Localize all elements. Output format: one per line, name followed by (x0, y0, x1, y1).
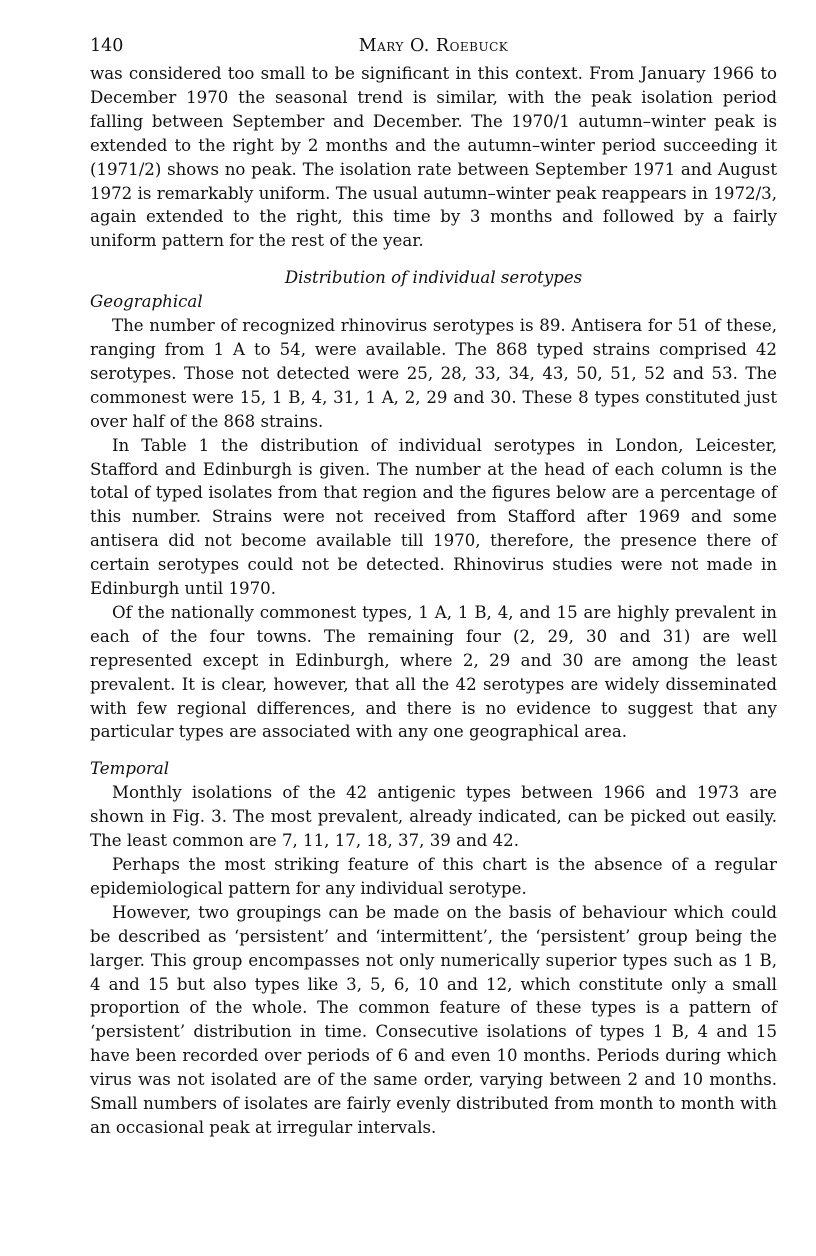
subheading-temporal: Temporal (90, 759, 170, 779)
geographical-paragraph: Of the nationally commonest types, 1 A, 1 B, 4, and 15 are highly prevalent in each of the four towns. The remaining four (2, 29, 30 and 31) are well represented except in Edinburgh, where 2, 29 and 30 are among the least prevalent. It is clear, however, that all the 42 serotypes are widely disseminated with few regional differences, and there is no evidence to suggest that any particular types are associated with any one geographical area. (90, 602, 777, 742)
page (90, 36, 777, 1140)
geographical-paragraph: The number of recognized rhinovirus serotypes is 89. Antisera for 51 of these, ranging from 1 A to 54, were available. The 868 typed strains comprised 42 serotypes. Those not detected were 25, 28, 33, 34, 43, 50, 51, 52 and 53. The commonest were 15, 1 B, 4, 31, 1 A, 2, 29 and 30. These 8 types constituted just over half of the 868 strains. (90, 316, 777, 431)
temporal-paragraph: Perhaps the most striking feature of this chart is the absence of a regular epidemiological pattern for any individual serotype. (90, 855, 777, 898)
temporal-paragraph: However, two groupings can be made on the basis of behaviour which could be described as ‘persistent’ and ‘intermittent’, the ‘persistent’ group being the larger. This group encompasses not only numerically superior types such as 1 B, 4 and 15 but also types like 3, 5, 6, 10 and 12, which constitute only a small proportion of the whole. The common feature of these types is a pattern of ‘persistent’ distribution in time. Consecutive isolations of types 1 B, 4 and 15 have been recorded over periods of 6 and even 10 months. Periods during which virus was not isolated are of the same order, varying between 2 and 10 months. Small numbers of isolates are fairly evenly distributed from month to month with an occasional peak at irregular intervals. (90, 902, 777, 1137)
running-head-author: Mary O. Roebuck (358, 36, 509, 56)
subheading-geographical: Geographical (90, 292, 203, 312)
running-head (90, 36, 777, 62)
geographical-paragraph: In Table 1 the distribution of individual serotypes in London, Leicester, Stafford and Edinburgh is given. The number at the head of each column is the total of typed isolates from that region and the figures below are a percentage of this number. Strains were not received from Stafford after 1969 and some antisera did not become available till 1970, therefore, the presence there of certain serotypes could not be detected. Rhinovirus studies were not made in Edinburgh until 1970. (90, 435, 777, 599)
intro-paragraph: was considered too small to be significant in this context. From January 1966 to December 1970 the seasonal trend is similar, with the peak isolation period falling between September and December. The 1970/1 autumn–winter peak is extended to the right by 2 months and the autumn–winter period succeeding it (1971/2) shows no peak. The isolation rate between September 1971 and August 1972 is remarkably uniform. The usual autumn–winter peak reappears in 1972/3, again extended to the right, this time by 3 months and followed by a fairly uniform pattern for the rest of the year. (90, 64, 777, 251)
section-title: Distribution of individual serotypes (284, 268, 583, 288)
page-number: 140 (90, 36, 124, 56)
temporal-paragraph: Monthly isolations of the 42 antigenic types between 1966 and 1973 are shown in Fig. 3. The most prevalent, already indicated, can be picked out easily. The least common are 7, 11, 17, 18, 37, 39 and 42. (90, 783, 777, 851)
